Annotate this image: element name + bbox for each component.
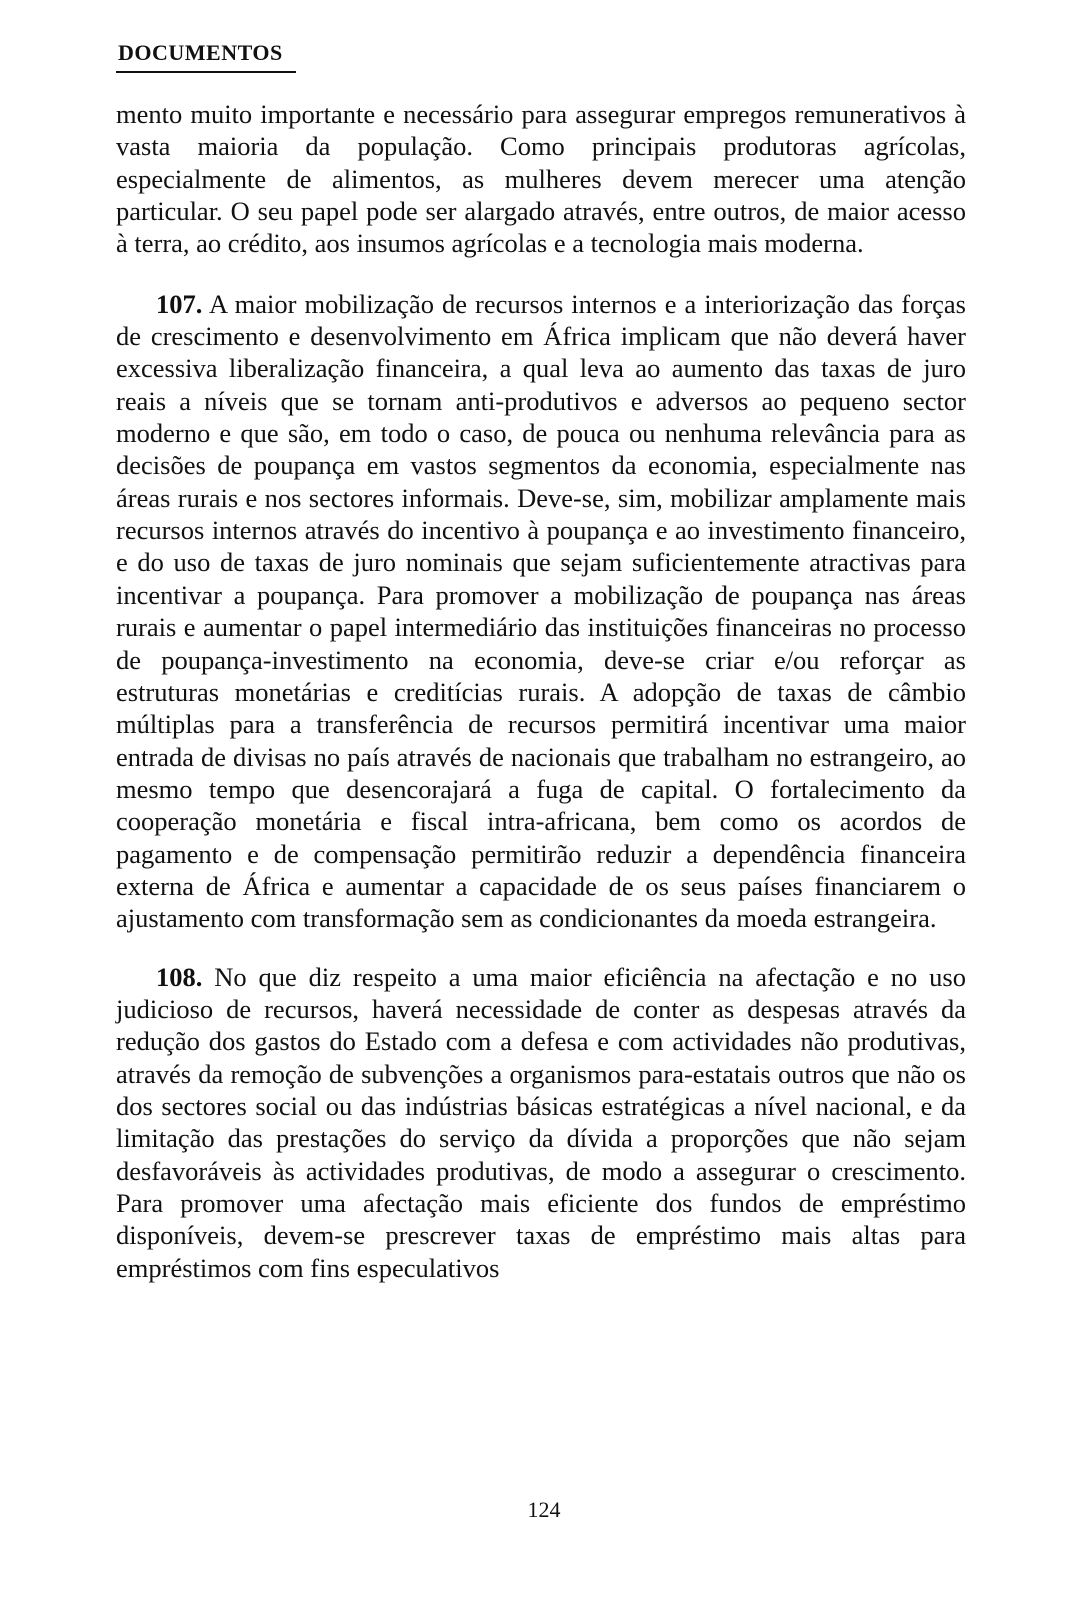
paragraph-number: 107. xyxy=(156,288,203,319)
paragraph-text: No que diz respeito a uma maior eficiência na afectação e no uso judicioso de recursos, haverá necessidade de conter as despesas através da redução dos gastos do Estado com a defesa e com actividades não produtivas, através da remoção de subvenções a organismos para-estatais outros que não os dos sectores social ou das indústrias básicas estratégicas a nível nacional, e da limitação das prestações do serviço da dívida a proporções que não sejam desfavoráveis às actividades produtivas, de modo a assegurar o crescimento. Para promover uma afectação mais eficiente dos fundos de empréstimo disponíveis, devem-se prescrever taxas de empréstimo mais altas para empréstimos com fins especulativos xyxy=(116,961,966,1283)
paragraph-107 xyxy=(116,288,966,935)
paragraph-108 xyxy=(116,961,966,1284)
paragraph-continuation xyxy=(116,98,966,260)
paragraph-text: mento muito importante e necessário para assegurar empregos remunerativos à vasta maioria da população. Como principais produtoras agrícolas, especialmente de alimentos, as mulheres devem merecer uma atenção particular. O seu papel pode ser alargado através, entre outros, de maior acesso à terra, ao crédito, aos insumos agrícolas e a tecnologia mais moderna. xyxy=(116,99,966,259)
paragraph-number: 108. xyxy=(156,961,203,992)
header-rule xyxy=(116,71,296,73)
body-text xyxy=(116,98,966,1310)
running-header: DOCUMENTOS xyxy=(118,40,283,65)
page-number: 124 xyxy=(527,1497,561,1522)
paragraph-text: A maior mobilização de recursos internos e a interiorização das forças de crescimento e desenvolvimento em África implicam que não deverá haver excessiva liberalização financeira, a qual leva ao aumento das taxas de juro reais a níveis que se tornam anti-produtivos e adversos ao pequeno sector moderno e que são, em todo o caso, de pouca ou nenhuma relevância para as decisões de poupança em vastos segmentos da economia, especialmente nas áreas rurais e nos sectores informais. Deve-se, sim, mobilizar amplamente mais recursos internos através do incentivo à poupança e ao investimento financeiro, e do uso de taxas de juro nominais que sejam suficientemente atractivas para incentivar a poupança. Para promover a mobilização de poupança nas áreas rurais e aumentar o papel intermediário das instituições financeiras no processo de poupança-investimento na economia, deve-se criar e/ou reforçar as estruturas monetárias e creditícias rurais. A adopção de taxas de câmbio múltiplas para a transferência de recursos permitirá incentivar uma maior entrada de divisas no país através de nacionais que trabalham no estrangeiro, ao mesmo tempo que desencorajará a fuga de capital. O fortalecimento da cooperação monetária e fiscal intra-africana, bem como os acordos de pagamento e de compensação permitirão reduzir a dependência financeira externa de África e aumentar a capacidade de os seus países financiarem o ajustamento com transformação sem as condicionantes da moeda estrangeira. xyxy=(116,288,966,934)
